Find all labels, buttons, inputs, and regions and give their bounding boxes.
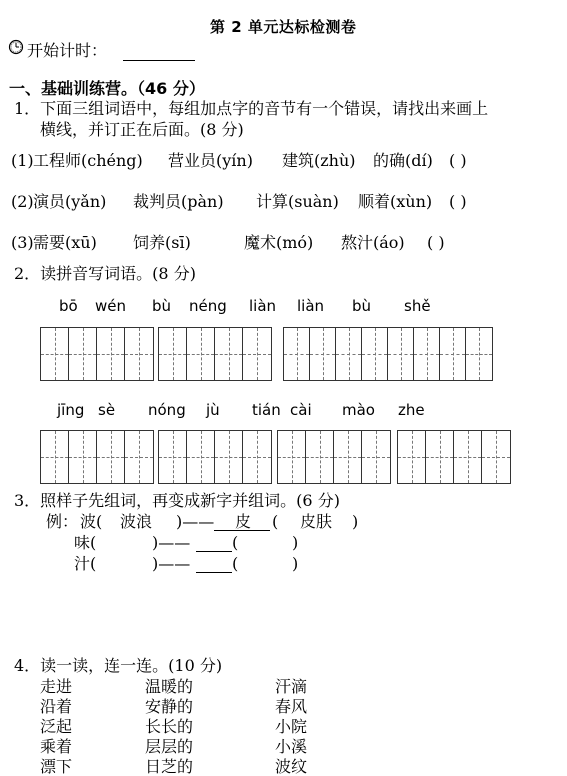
- match-word-middle[interactable]: 层层的: [145, 737, 194, 756]
- pinyin: zhe: [398, 401, 425, 419]
- pinyin: jù: [206, 401, 220, 419]
- q1-word: 魔术(mó): [244, 233, 314, 252]
- match-word-left[interactable]: 沿着: [40, 697, 73, 716]
- q1-word: 工程师(chéng): [33, 151, 143, 170]
- q3-word-blank[interactable]: [96, 558, 150, 574]
- pinyin: liàn: [249, 297, 277, 315]
- match-word-right[interactable]: 小溪: [275, 737, 308, 756]
- match-word-right[interactable]: 波纹: [275, 757, 308, 776]
- q3-word-blank[interactable]: [96, 537, 150, 553]
- q1-word: 需要(xū): [33, 233, 97, 252]
- writing-grid[interactable]: [283, 327, 493, 381]
- q3-open: (: [232, 554, 239, 573]
- q4-instruction: 4．读一读，连一连。(10 分): [14, 656, 223, 675]
- q3-example-close: ): [352, 512, 359, 531]
- q3-new-char-blank[interactable]: [196, 572, 232, 573]
- q1-word: 计算(suàn): [256, 192, 339, 211]
- q1-word: 熬汁(áo): [341, 233, 405, 252]
- writing-grid[interactable]: [158, 430, 272, 484]
- pinyin: sè: [98, 401, 116, 419]
- match-word-left[interactable]: 走进: [40, 677, 73, 696]
- pinyin: bù: [152, 297, 172, 315]
- timer-label: 开始计时：: [27, 41, 108, 60]
- pinyin: liàn: [297, 297, 325, 315]
- q1-word: 裁判员(pàn): [133, 192, 224, 211]
- pinyin: bō: [59, 297, 78, 315]
- match-word-middle[interactable]: 日芝的: [145, 757, 194, 776]
- timer-blank[interactable]: [123, 60, 195, 61]
- pinyin: mào: [342, 401, 375, 419]
- pinyin: cài: [290, 401, 312, 419]
- answer-blank[interactable]: ( ): [449, 151, 467, 170]
- q3-close: ): [292, 533, 299, 552]
- q3-close: ): [292, 554, 299, 573]
- match-word-right[interactable]: 汗滴: [275, 677, 308, 696]
- q1-row-number: (2): [11, 192, 34, 211]
- q3-example-new-char: 皮: [235, 512, 252, 531]
- writing-grid[interactable]: [40, 430, 154, 484]
- match-word-right[interactable]: 春风: [275, 697, 308, 716]
- answer-blank[interactable]: ( ): [449, 192, 467, 211]
- q1-row-number: (3): [11, 233, 34, 252]
- q3-example-label: 例：: [46, 512, 79, 531]
- section-heading: 一、基础训练营。（46 分）: [9, 79, 205, 98]
- answer-blank[interactable]: ( ): [427, 233, 445, 252]
- match-word-left[interactable]: 乘着: [40, 737, 73, 756]
- q2-instruction: 2．读拼音写词语。(8 分): [14, 264, 196, 283]
- match-word-middle[interactable]: 安静的: [145, 697, 194, 716]
- match-word-right[interactable]: 小院: [275, 717, 308, 736]
- q1-row-number: (1): [11, 151, 34, 170]
- q3-example-new-word: 皮肤: [300, 512, 333, 531]
- pinyin: wén: [95, 297, 127, 315]
- q3-arrow: )——: [152, 533, 191, 552]
- clock-icon: [8, 39, 24, 55]
- q1-word: 顺着(xùn): [358, 192, 433, 211]
- pinyin: néng: [189, 297, 227, 315]
- match-word-middle[interactable]: 温暖的: [145, 677, 194, 696]
- q3-example-arrow: )——: [176, 512, 215, 531]
- q3-char: 味(: [74, 533, 97, 552]
- q3-instruction: 3．照样子先组词，再变成新字并组词。(6 分): [14, 491, 340, 510]
- q1-word: 的确(dí): [373, 151, 433, 170]
- writing-grid[interactable]: [158, 327, 272, 381]
- q3-example-open: (: [272, 512, 279, 531]
- q3-example-char: 波(: [80, 512, 103, 531]
- q3-example-word: 波浪: [120, 512, 153, 531]
- q1-instruction-cont: 横线，并订正在后面。(8 分): [40, 120, 244, 139]
- q1-word: 饲养(sī): [133, 233, 191, 252]
- q1-instruction: 1．下面三组词语中，每组加点字的音节有一个错误，请找出来画上: [14, 99, 489, 118]
- page-title: 第 2 单元达标检测卷: [210, 18, 357, 36]
- writing-grid[interactable]: [397, 430, 511, 484]
- match-word-left[interactable]: 泛起: [40, 717, 73, 736]
- q3-new-char-blank[interactable]: [196, 551, 232, 552]
- match-word-left[interactable]: 漂下: [40, 757, 73, 776]
- q1-word: 营业员(yín): [168, 151, 253, 170]
- pinyin: shě: [404, 297, 431, 315]
- pinyin: jīng: [57, 401, 85, 419]
- q1-word: 建筑(zhù): [282, 151, 356, 170]
- pinyin: nóng: [148, 401, 186, 419]
- q3-arrow: )——: [152, 554, 191, 573]
- pinyin: bù: [352, 297, 372, 315]
- pinyin: tián: [252, 401, 281, 419]
- match-word-middle[interactable]: 长长的: [145, 717, 194, 736]
- q3-char: 汁(: [74, 554, 97, 573]
- writing-grid[interactable]: [40, 327, 154, 381]
- writing-grid[interactable]: [277, 430, 391, 484]
- q3-open: (: [232, 533, 239, 552]
- q1-word: 演员(yǎn): [33, 192, 107, 211]
